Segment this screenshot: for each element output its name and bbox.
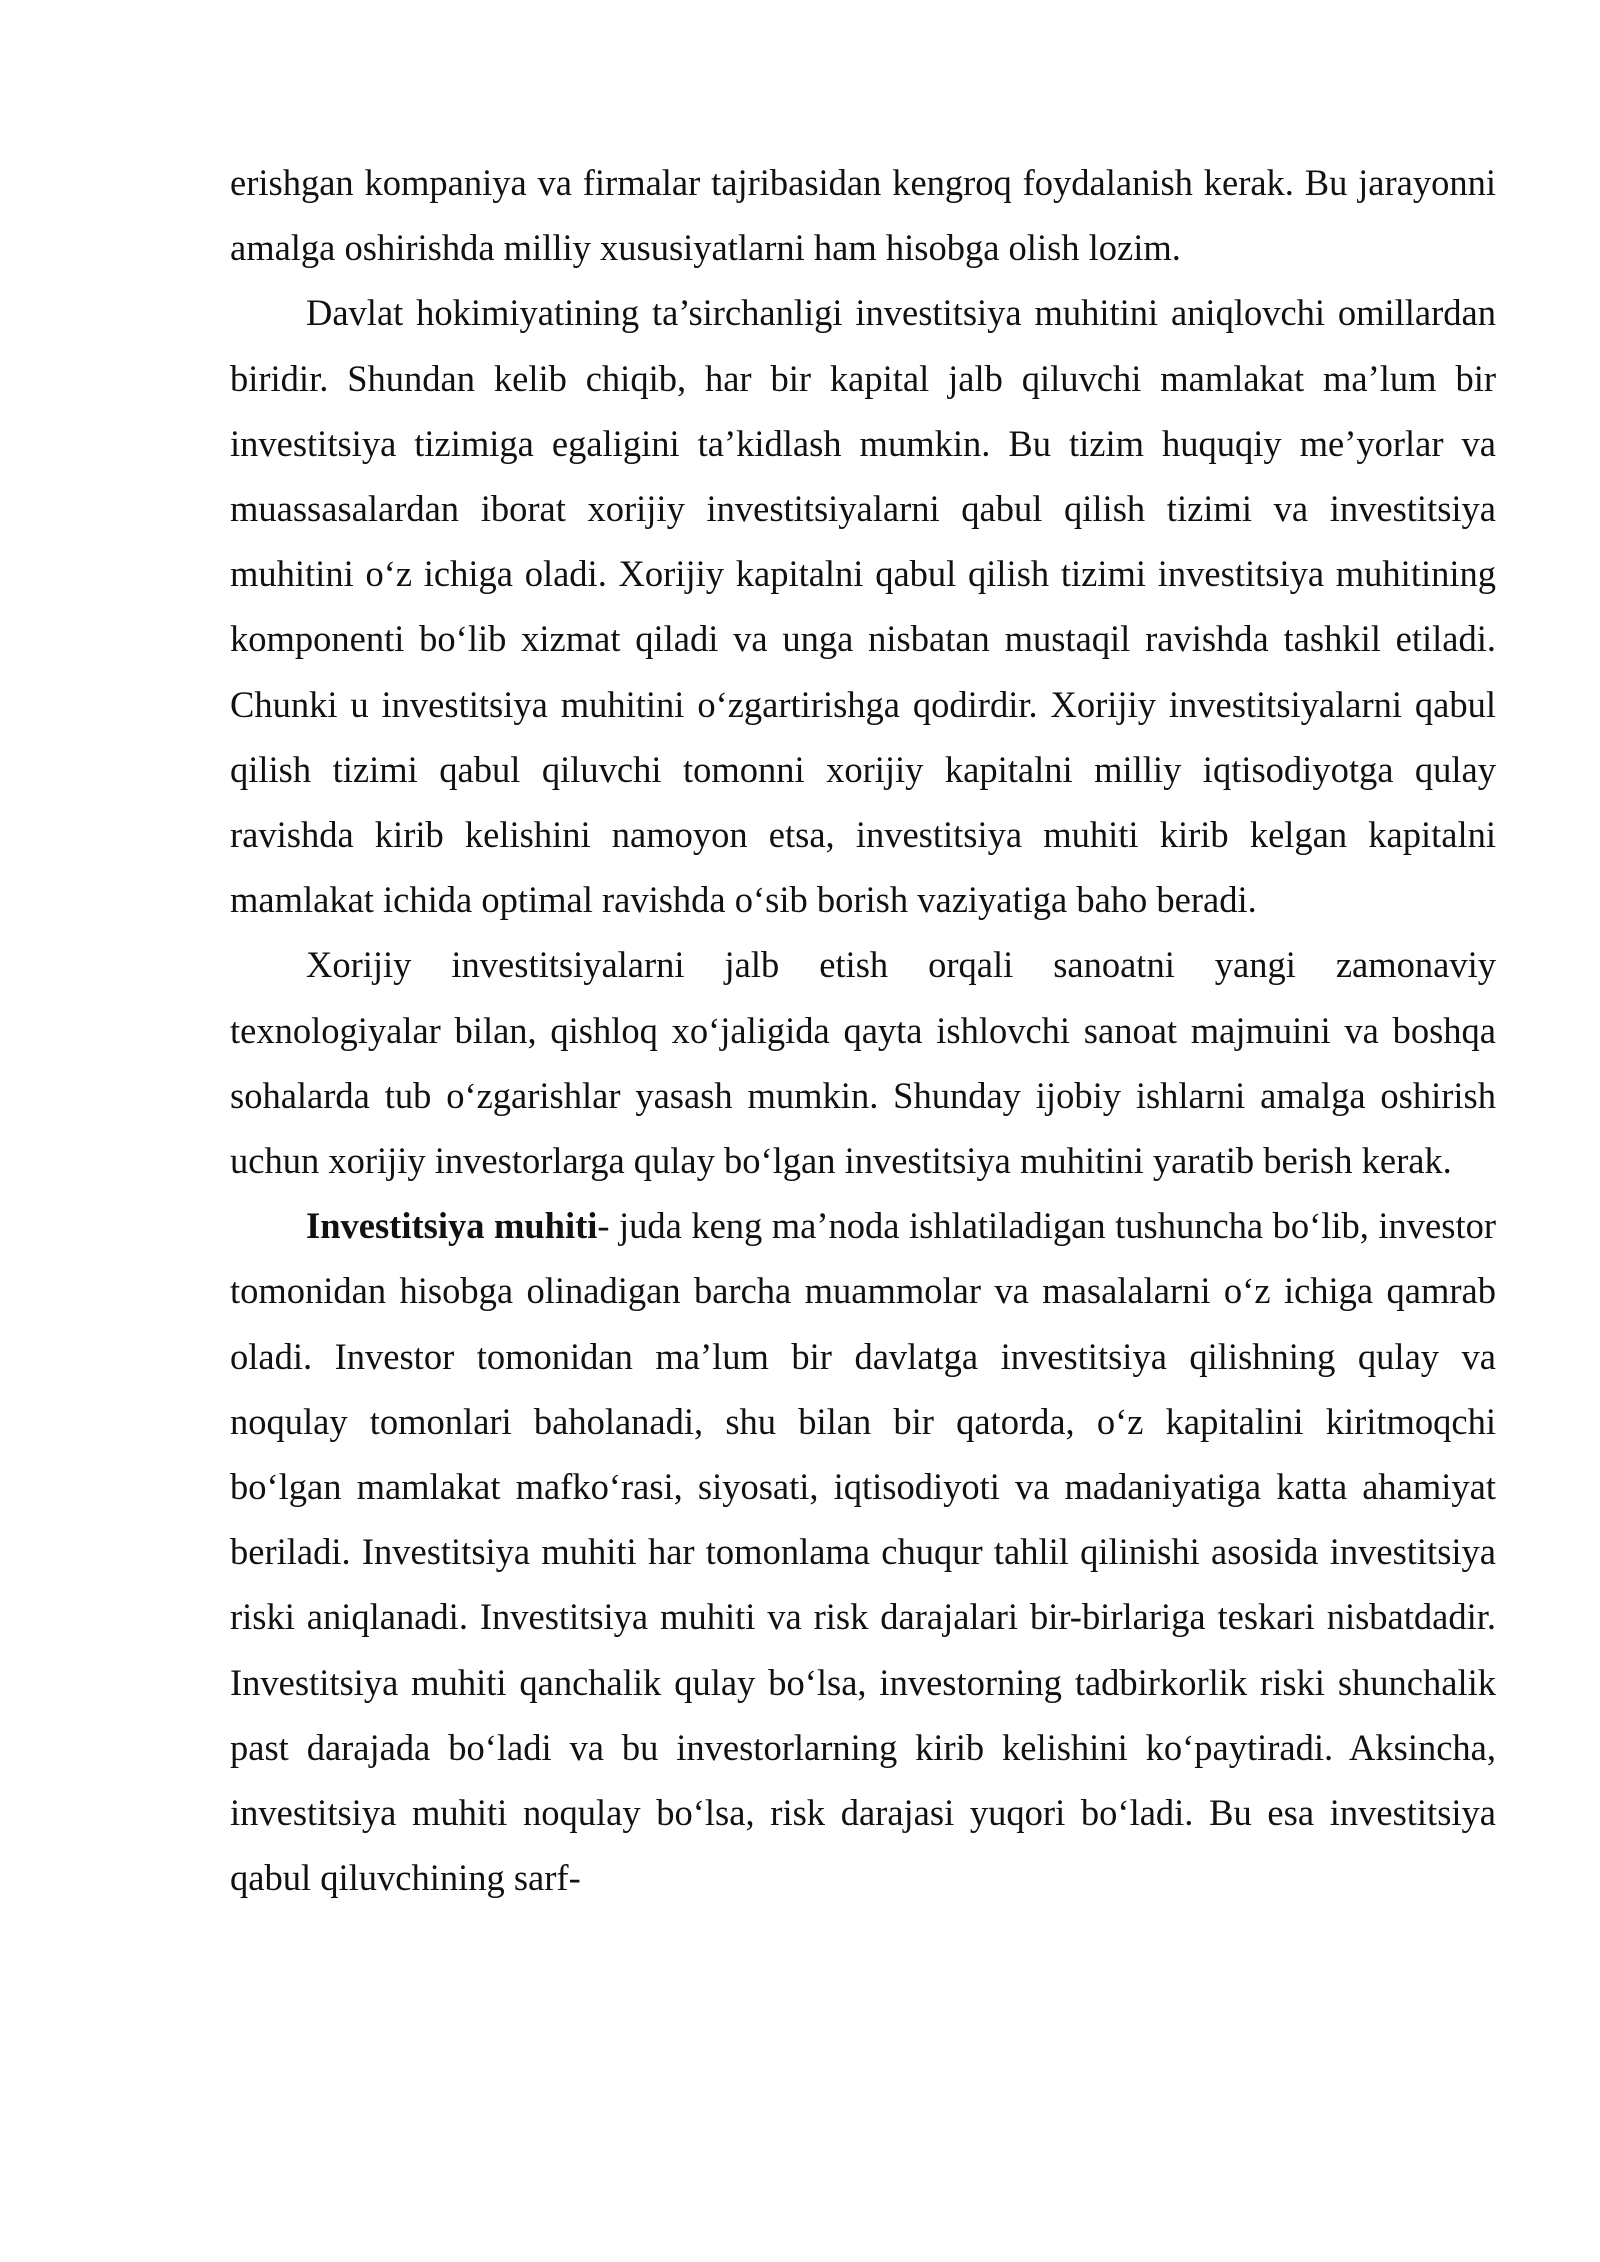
paragraph-investment-climate-definition (230, 1193, 1496, 1910)
paragraph-foreign-investment (230, 932, 1496, 1193)
paragraph-government-influence (230, 280, 1496, 932)
paragraph-text: erishgan kompaniya va firmalar tajribasidan kengroq foydalanish kerak. Bu jarayonni amalga oshirishda milliy xususiyatlarni ham hisobga olish lozim. (230, 162, 1496, 269)
document-body (230, 150, 1496, 1910)
paragraph-text: - juda keng ma’noda ishlatiladigan tushuncha bo‘lib, investor tomonidan hisobga olinadigan barcha muammolar va masalalarni o‘z ichiga qamrab oladi. Investor tomonidan ma’lum bir davlatga investitsiya qilishning qulay va noqulay tomonlari baholanadi, shu bilan bir qatorda, o‘z kapitalini kiritmoqchi bo‘lgan mamlakat mafko‘rasi, siyosati, iqtisodiyoti va madaniyatiga katta ahamiyat beriladi. Investitsiya muhiti har tomonlama chuqur tahlil qilinishi asosida investitsiya riski aniqlanadi. Investitsiya muhiti va risk darajalari bir-birlariga teskari nisbatdadir. Investitsiya muhiti qanchalik qulay bo‘lsa, investorning tadbirkorlik riski shunchalik past darajada bo‘ladi va bu investorlarning kirib kelishini ko‘paytiradi. Aksincha, investitsiya muhiti noqulay bo‘lsa, risk darajasi yuqori bo‘ladi. Bu esa investitsiya qabul qiluvchining sarf- (230, 1205, 1496, 1899)
paragraph-text: Davlat hokimiyatining ta’sirchanligi investitsiya muhitini aniqlovchi omillardan biridir. Shundan kelib chiqib, har bir kapital jalb qiluvchi mamlakat ma’lum bir investitsiya tizimiga egaligini ta’kidlash mumkin. Bu tizim huquqiy me’yorlar va muassasalardan iborat xorijiy investitsiyalarni qabul qilish tizimi va investitsiya muhitini o‘z ichiga oladi. Xorijiy kapitalni qabul qilish tizimi investitsiya muhitining komponenti bo‘lib xizmat qiladi va unga nisbatan mustaqil ravishda tashkil etiladi. Chunki u investitsiya muhitini o‘zgartirishga qodirdir. Xorijiy investitsiyalarni qabul qilish tizimi qabul qiluvchi tomonni xorijiy kapitalni milliy iqtisodiyotga qulay ravishda kirib kelishini namoyon etsa, investitsiya muhiti kirib kelgan kapitalni mamlakat ichida optimal ravishda o‘sib borish vaziyatiga baho beradi. (230, 292, 1496, 921)
paragraph-continuation (230, 150, 1496, 280)
paragraph-text: Xorijiy investitsiyalarni jalb etish orqali sanoatni yangi zamonaviy texnologiyalar bilan, qishloq xo‘jaligida qayta ishlovchi sanoat majmuini va boshqa sohalarda tub o‘zgarishlar yasash mumkin. Shunday ijobiy ishlarni amalga oshirish uchun xorijiy investorlarga qulay bo‘lgan investitsiya muhitini yaratib berish kerak. (230, 944, 1496, 1182)
defined-term: Investitsiya muhiti (306, 1205, 598, 1247)
